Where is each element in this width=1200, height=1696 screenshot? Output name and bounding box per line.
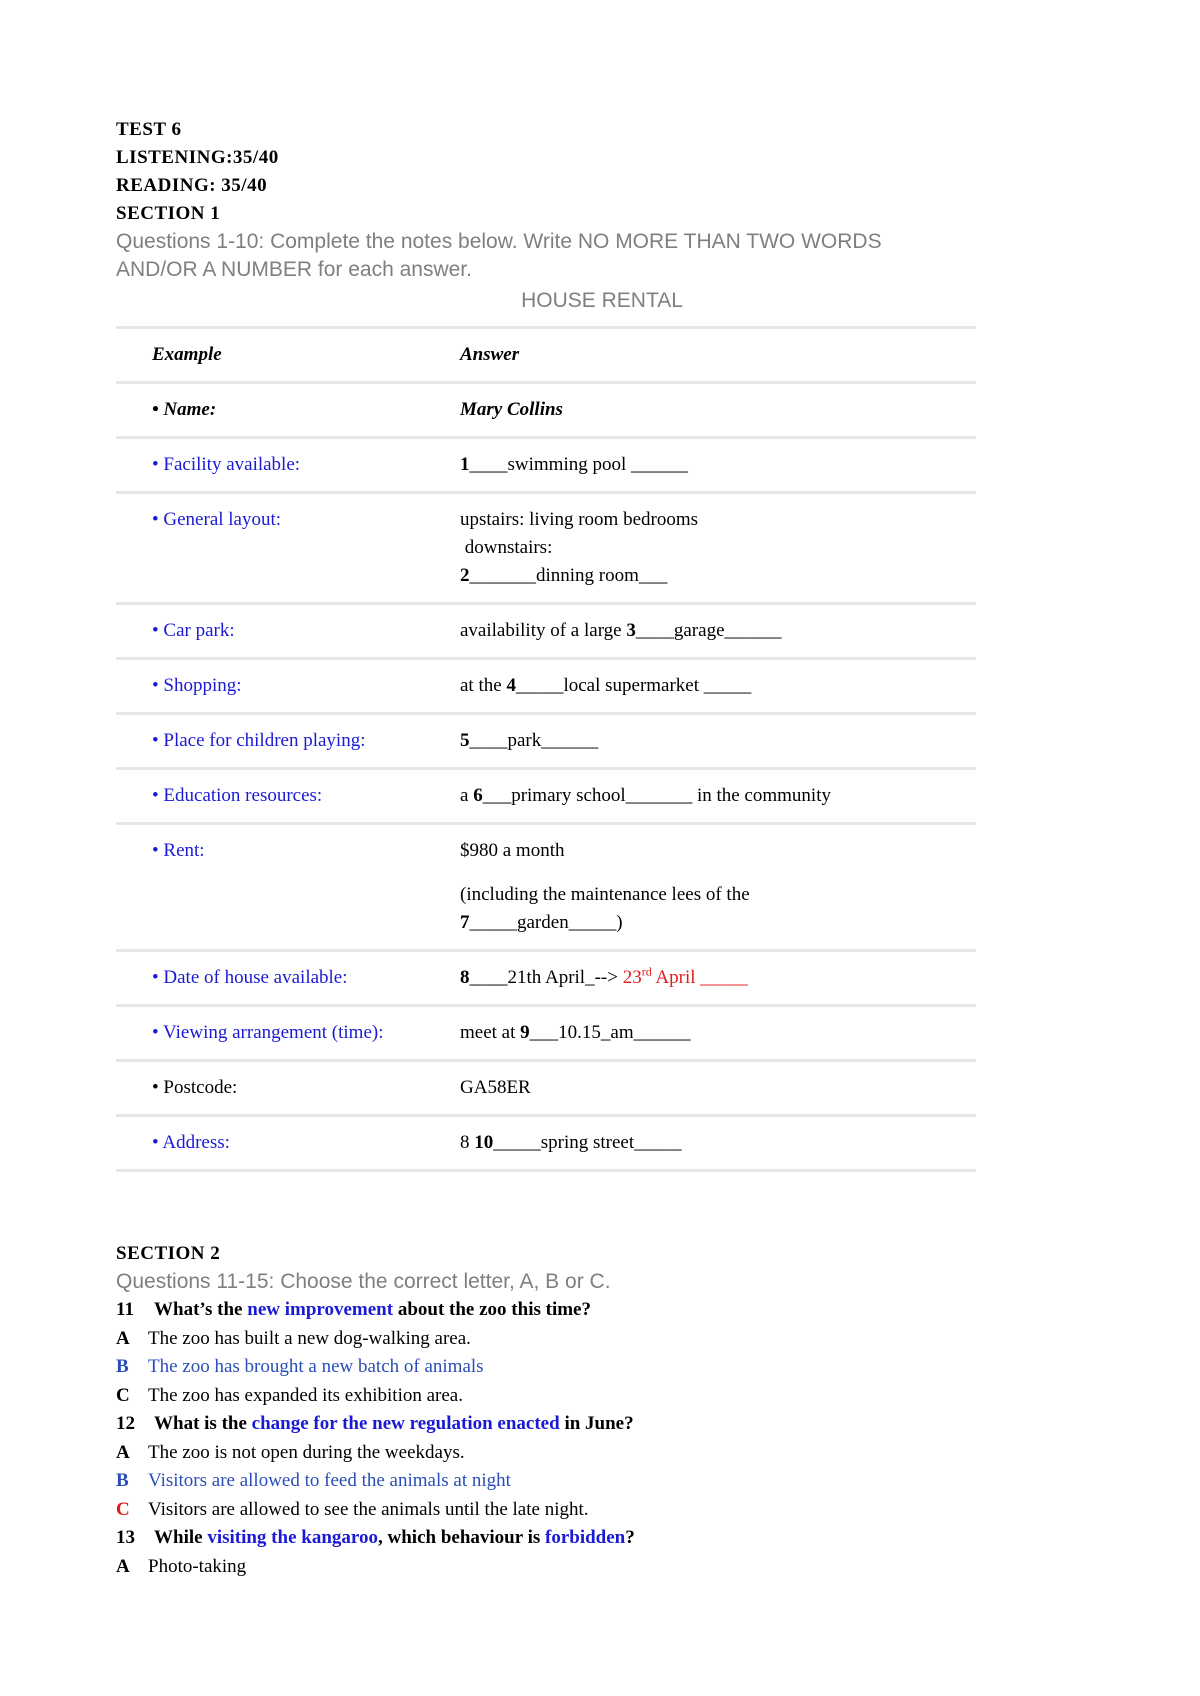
row-label: • General layout: (152, 509, 282, 530)
section2-instructions: Questions 11-15: Choose the correct letter, A, B or C. (116, 1270, 611, 1293)
table-row (116, 1116, 976, 1171)
rent-note: (including the maintenance lees of the (460, 884, 750, 905)
test-title: TEST 6 (116, 119, 182, 140)
answer-prefix: at the (460, 675, 507, 696)
answer-prefix: 8 (460, 1132, 475, 1153)
row-value (452, 659, 976, 714)
reading-score: READING: 35/40 (116, 175, 268, 196)
option-a (116, 1553, 996, 1582)
name-label: • Name: (152, 399, 217, 420)
layout-downstairs: downstairs: (460, 537, 553, 558)
section1-instructions-line1: Questions 1-10: Complete the notes below. Write NO MORE THAN TWO WORDS (116, 230, 882, 253)
row-label: • Postcode: (152, 1077, 238, 1098)
row-label: • Facility available: (152, 454, 301, 475)
row-label: • Education resources: (152, 785, 323, 806)
answer-number: 7 (460, 912, 470, 933)
option-b (116, 1353, 996, 1382)
layout-upstairs: upstairs: living room bedrooms (460, 509, 699, 530)
answer-label: Answer (460, 344, 520, 365)
table-row (116, 438, 976, 493)
question-11 (116, 1296, 996, 1325)
question-number: 11 (116, 1299, 134, 1320)
option-letter: A (116, 1441, 130, 1463)
option-letter: A (116, 1327, 130, 1349)
postcode-value: GA58ER (460, 1077, 531, 1098)
house-rental-title: HOUSE RENTAL (521, 289, 683, 312)
table-row (116, 659, 976, 714)
table-row (116, 604, 976, 659)
table-row (116, 951, 976, 1006)
question-text-end: ? (625, 1527, 635, 1548)
section1-heading: SECTION 1 (116, 203, 221, 224)
document-page (116, 116, 996, 1581)
row-value (452, 604, 976, 659)
rent-amount: $980 a month (460, 840, 565, 861)
row-value (452, 438, 976, 493)
answer-number: 1 (460, 454, 470, 475)
answer-number: 6 (473, 785, 483, 806)
corrected-date: 23 (617, 967, 642, 988)
table-row (116, 714, 976, 769)
option-b (116, 1467, 996, 1496)
option-c (116, 1382, 996, 1411)
table-row (116, 769, 976, 824)
option-a (116, 1325, 996, 1354)
option-text: The zoo has expanded its exhibition area. (148, 1384, 463, 1406)
answer-text: ____21th April_--> (469, 967, 618, 988)
option-letter: B (116, 1470, 129, 1491)
notes-table (116, 326, 976, 1172)
option-text: Visitors are allowed to feed the animals at night (148, 1470, 511, 1491)
option-text: Visitors are allowed to see the animals until the late night. (148, 1498, 589, 1520)
question-text: What is the (154, 1413, 252, 1434)
row-label: • Viewing arrangement (time): (152, 1022, 384, 1043)
row-label: • Address: (152, 1132, 230, 1153)
row-value (452, 951, 976, 1006)
option-text: The zoo has brought a new batch of animals (148, 1356, 484, 1377)
row-label: • Place for children playing: (152, 730, 366, 751)
row-label: • Date of house available: (152, 967, 348, 988)
corrected-date-suffix: rd (641, 964, 652, 979)
option-letter: C (116, 1498, 130, 1520)
row-label: • Car park: (152, 620, 235, 641)
question-13 (116, 1524, 996, 1553)
option-text: The zoo is not open during the weekdays. (148, 1441, 465, 1463)
option-text: The zoo has built a new dog-walking area. (148, 1327, 471, 1349)
row-value (452, 493, 976, 604)
question-text-end: in June? (559, 1413, 634, 1434)
section1-instructions-line2: AND/OR A NUMBER for each answer. (116, 258, 472, 281)
option-letter: A (116, 1555, 130, 1577)
answer-number: 10 (474, 1132, 494, 1153)
row-label: • Shopping: (152, 675, 242, 696)
row-value (452, 714, 976, 769)
question-highlight-2: forbidden (545, 1527, 626, 1548)
question-12 (116, 1410, 996, 1439)
listening-score: LISTENING:35/40 (116, 147, 279, 168)
question-highlight: visiting the kangaroo (207, 1527, 378, 1548)
row-value (452, 1006, 976, 1061)
answer-prefix: a (460, 785, 474, 806)
answer-prefix: meet at (460, 1022, 521, 1043)
option-text: Photo-taking (148, 1555, 247, 1577)
answer-number: 5 (460, 730, 470, 751)
name-value: Mary Collins (460, 399, 563, 420)
question-highlight: new improvement (247, 1299, 394, 1320)
answer-number: 2 (460, 565, 470, 586)
answer-text: _____garden_____) (469, 912, 623, 933)
answer-text: ___10.15_am______ (529, 1022, 691, 1043)
answer-text: _______dinning room___ (469, 565, 668, 586)
table-row (116, 824, 976, 951)
example-label: Example (152, 344, 222, 365)
table-row (116, 1006, 976, 1061)
option-c (116, 1496, 996, 1525)
table-row (116, 493, 976, 604)
row-value (452, 1116, 976, 1171)
row-value (452, 824, 976, 951)
answer-number: 4 (506, 675, 516, 696)
table-row (116, 383, 976, 438)
option-a (116, 1439, 996, 1468)
section2 (116, 1240, 996, 1581)
question-number: 13 (116, 1527, 135, 1548)
table-row (116, 328, 976, 383)
answer-text: ____park______ (469, 730, 599, 751)
section2-heading: SECTION 2 (116, 1243, 221, 1264)
row-label: • Rent: (152, 840, 205, 861)
answer-text: _____local supermarket _____ (515, 675, 752, 696)
answer-text: ____garage______ (635, 620, 782, 641)
question-number: 12 (116, 1413, 135, 1434)
corrected-date-tail: April _____ (651, 967, 748, 988)
answer-text: ____swimming pool ______ (469, 454, 689, 475)
row-value (452, 769, 976, 824)
question-text-mid: , which behaviour is (378, 1527, 545, 1548)
answer-number: 9 (520, 1022, 530, 1043)
answer-number: 8 (460, 967, 470, 988)
question-highlight: change for the new regulation enacted (251, 1413, 560, 1434)
option-letter: C (116, 1384, 130, 1406)
table-row (116, 1061, 976, 1116)
question-text-end: about the zoo this time? (393, 1299, 591, 1320)
question-text: While (154, 1527, 208, 1548)
answer-text: ___primary school_______ in the community (482, 785, 831, 806)
question-text: What’s the (154, 1299, 248, 1320)
answer-prefix: availability of a large (460, 620, 627, 641)
answer-number: 3 (626, 620, 636, 641)
answer-text: _____spring street_____ (493, 1132, 682, 1153)
option-letter: B (116, 1356, 129, 1377)
